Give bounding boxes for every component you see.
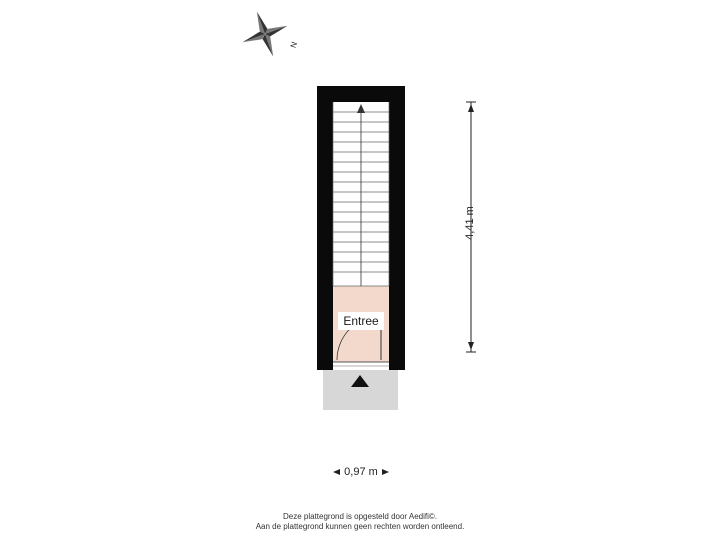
disclaimer: [200, 512, 520, 532]
room-label-entree: Entree: [338, 312, 384, 330]
disclaimer-line-2: Aan de plattegrond kunnen geen rechten worden ontleend.: [255, 522, 465, 531]
width-dimension-label: 0,97 m: [344, 466, 378, 478]
compass-north-label: N: [288, 40, 300, 49]
compass-rose-icon: [234, 3, 296, 65]
disclaimer-line-1: Deze plattegrond is opgesteld door Aedifi©.: [283, 512, 437, 521]
height-dimension-label: 4,41 m: [464, 206, 476, 240]
